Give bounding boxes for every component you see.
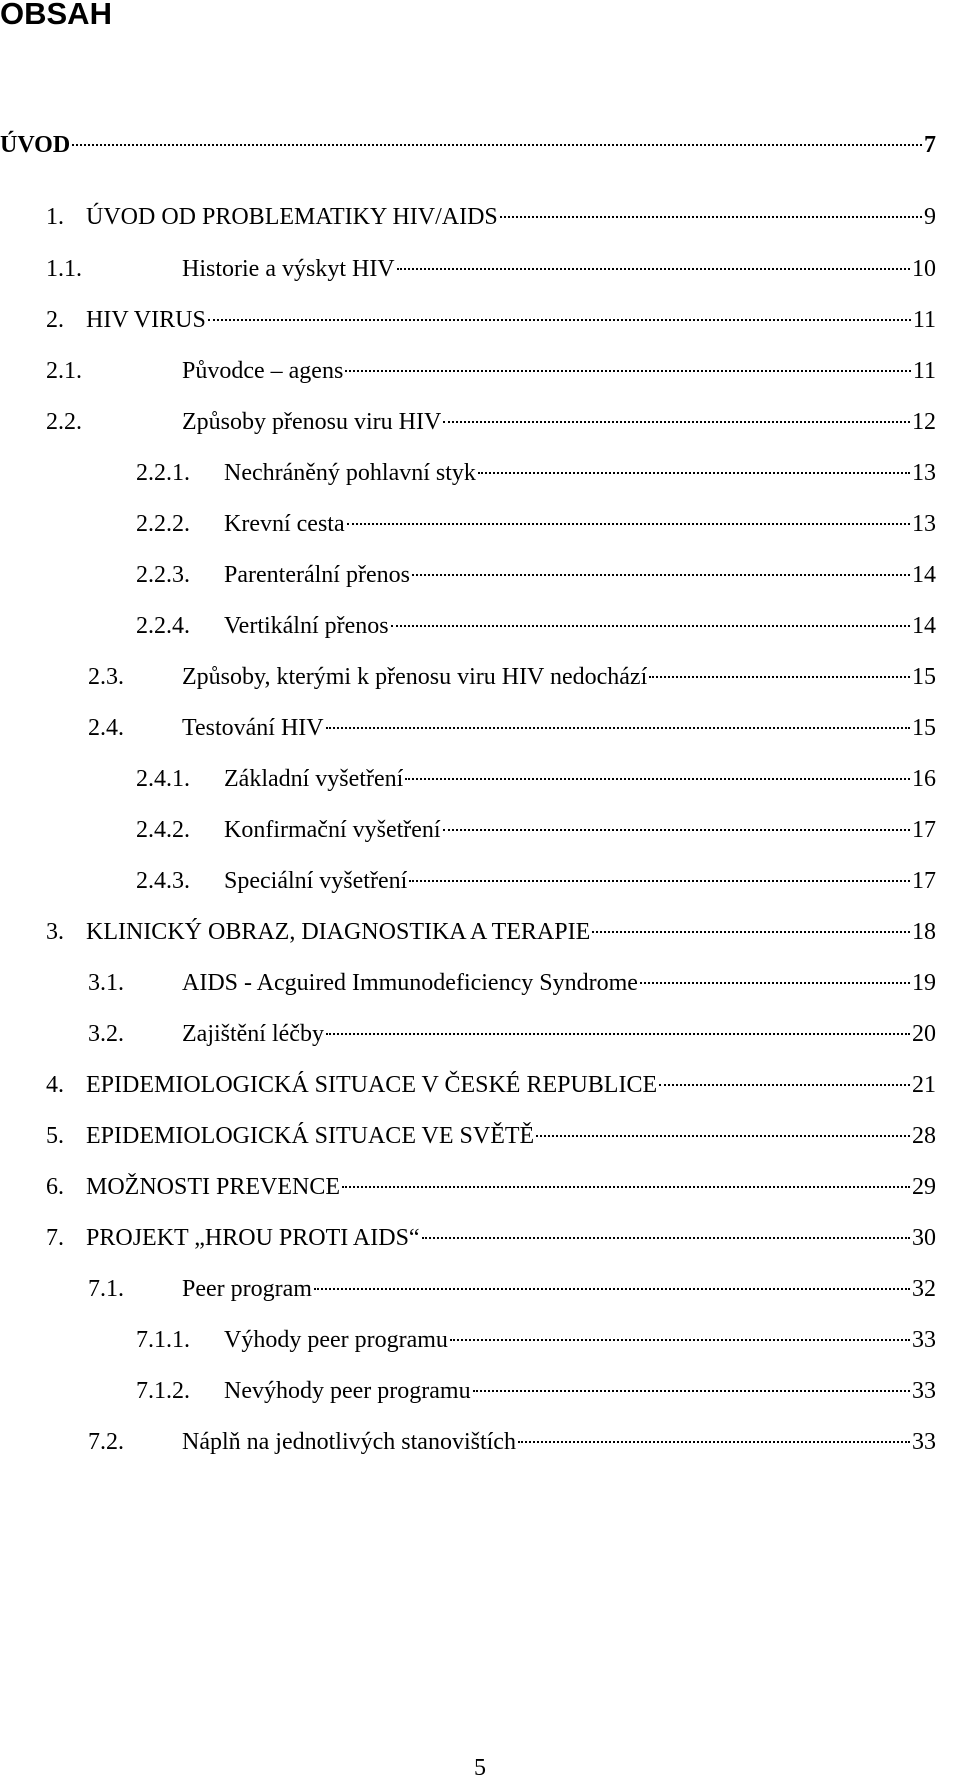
toc-entry-title: Testování HIV	[182, 715, 324, 741]
dot-leader	[409, 880, 910, 882]
toc-entry[interactable]	[136, 611, 936, 641]
dot-leader	[345, 370, 911, 372]
toc-entry[interactable]	[88, 713, 936, 743]
toc-entry-page: 17	[912, 868, 936, 894]
dot-leader	[397, 268, 910, 270]
toc-entry-number: 3.2.	[88, 1021, 124, 1047]
toc-entry[interactable]	[136, 560, 936, 590]
toc-entry[interactable]	[46, 356, 936, 386]
dot-leader	[443, 829, 910, 831]
toc-entry[interactable]	[46, 1121, 936, 1151]
dot-leader	[592, 931, 910, 933]
dot-leader	[640, 982, 910, 984]
toc-entry-page: 14	[912, 613, 936, 639]
toc-entry-page: 11	[912, 307, 936, 333]
toc-entry[interactable]	[136, 458, 936, 488]
toc-entry-title: MOŽNOSTI PREVENCE	[86, 1174, 341, 1200]
toc-entry-page: 33	[912, 1378, 936, 1404]
dot-leader	[208, 319, 911, 321]
toc-entry-title: EPIDEMIOLOGICKÁ SITUACE V ČESKÉ REPUBLICE	[86, 1072, 658, 1098]
toc-entry-page: 14	[912, 562, 936, 588]
toc-entry[interactable]	[88, 1427, 936, 1457]
toc-entry-page: 15	[912, 664, 936, 690]
toc-entry-page: 21	[912, 1072, 936, 1098]
page-title: OBSAH	[0, 0, 112, 31]
toc-entry-page: 19	[912, 970, 936, 996]
toc-entry-page: 33	[912, 1327, 936, 1353]
toc-entry-number: 6.	[46, 1174, 64, 1200]
toc-entry[interactable]	[88, 968, 936, 998]
toc-entry[interactable]	[88, 662, 936, 692]
dot-leader	[518, 1441, 910, 1443]
dot-leader	[450, 1339, 910, 1341]
toc-entry[interactable]	[136, 866, 936, 896]
toc-entry-number: 5.	[46, 1123, 64, 1149]
dot-leader	[314, 1288, 910, 1290]
toc-entry-title: Historie a výskyt HIV	[182, 256, 395, 282]
toc-entry[interactable]	[136, 815, 936, 845]
toc-entry[interactable]	[46, 1223, 936, 1253]
dot-leader	[391, 625, 910, 627]
toc-entry-number: 2.4.2.	[136, 817, 190, 843]
toc-entry-page: 9	[924, 204, 936, 230]
dot-leader	[326, 1033, 910, 1035]
dot-leader	[347, 523, 910, 525]
toc-entry-uvod[interactable]	[0, 130, 936, 160]
dot-leader	[473, 1390, 910, 1392]
toc-entry-title: Peer program	[182, 1276, 312, 1302]
toc-entry-page: 10	[912, 256, 936, 282]
toc-entry-page: 20	[912, 1021, 936, 1047]
toc-entry-number: 7.	[46, 1225, 64, 1251]
dot-leader	[405, 778, 910, 780]
toc-entry-page: 13	[912, 511, 936, 537]
toc-entry-title: Speciální vyšetření	[224, 868, 408, 894]
toc-entry-page: 16	[912, 766, 936, 792]
toc-entry[interactable]	[136, 764, 936, 794]
toc-entry-number: 2.3.	[88, 664, 124, 690]
toc-entry-number: 2.2.2.	[136, 511, 190, 537]
toc-entry-number: 1.	[46, 204, 64, 230]
toc-entry-title: KLINICKÝ OBRAZ, DIAGNOSTIKA A TERAPIE	[86, 919, 591, 945]
toc-entry-title: ÚVOD OD PROBLEMATIKY HIV/AIDS	[86, 204, 498, 230]
toc-entry-page: 30	[912, 1225, 936, 1251]
toc-entry-page: 11	[912, 358, 936, 384]
toc-entry[interactable]	[46, 1172, 936, 1202]
toc-entry[interactable]	[88, 1019, 936, 1049]
toc-entry-title: Vertikální přenos	[224, 613, 389, 639]
dot-leader	[412, 574, 910, 576]
toc-entry-page: 12	[912, 409, 936, 435]
toc-entry-title: HIV VIRUS	[86, 307, 206, 333]
toc-entry-number: 3.1.	[88, 970, 124, 996]
toc-entry-number: 2.4.1.	[136, 766, 190, 792]
dot-leader	[342, 1186, 910, 1188]
toc-entry-title: Náplň na jednotlivých stanovištích	[182, 1429, 516, 1455]
toc-entry[interactable]	[136, 1376, 936, 1406]
toc-entry-page: 28	[912, 1123, 936, 1149]
toc-entry-title: Parenterální přenos	[224, 562, 410, 588]
toc-entry-number: 7.2.	[88, 1429, 124, 1455]
toc-entry-number: 2.4.3.	[136, 868, 190, 894]
toc-entry-number: 3.	[46, 919, 64, 945]
dot-leader	[72, 144, 922, 146]
toc-entry-page: 18	[912, 919, 936, 945]
toc-entry-number: 2.1.	[46, 358, 82, 384]
toc-entry-title: Způsoby přenosu viru HIV	[182, 409, 442, 435]
toc-entry-title: PROJEKT „HROU PROTI AIDS“	[86, 1225, 420, 1251]
toc-entry-number: 7.1.1.	[136, 1327, 190, 1353]
toc-entry[interactable]	[46, 202, 936, 232]
dot-leader	[536, 1135, 910, 1137]
toc-entry-title: ÚVOD	[0, 132, 71, 158]
toc-entry-title: Zajištění léčby	[182, 1021, 324, 1047]
toc-entry-title: Způsoby, kterými k přenosu viru HIV nedochází	[182, 664, 648, 690]
toc-entry-page: 33	[912, 1429, 936, 1455]
toc-entry-page: 15	[912, 715, 936, 741]
toc-entry-number: 2.	[46, 307, 64, 333]
toc-entry-number: 2.2.4.	[136, 613, 190, 639]
dot-leader	[422, 1237, 910, 1239]
toc-entry-number: 7.1.	[88, 1276, 124, 1302]
toc-entry-title: EPIDEMIOLOGICKÁ SITUACE VE SVĚTĚ	[86, 1123, 535, 1149]
toc-entry-number: 2.2.	[46, 409, 82, 435]
dot-leader	[443, 421, 910, 423]
toc-entry[interactable]	[46, 407, 936, 437]
toc-entry-page: 29	[912, 1174, 936, 1200]
toc-entry[interactable]	[88, 1274, 936, 1304]
toc-entry-title: Výhody peer programu	[224, 1327, 448, 1353]
toc-entry[interactable]	[46, 305, 936, 335]
toc-entry-number: 4.	[46, 1072, 64, 1098]
toc-entry-title: Konfirmační vyšetření	[224, 817, 441, 843]
toc-entry-page: 17	[912, 817, 936, 843]
toc-entry-number: 2.2.3.	[136, 562, 190, 588]
toc-entry[interactable]	[46, 917, 936, 947]
toc-entry[interactable]	[46, 254, 936, 284]
dot-leader	[478, 472, 910, 474]
dot-leader	[326, 727, 910, 729]
toc-entry-number: 2.2.1.	[136, 460, 190, 486]
toc-entry[interactable]	[136, 509, 936, 539]
toc-entry-title: Krevní cesta	[224, 511, 345, 537]
toc-entry-page: 7	[924, 132, 936, 158]
toc-entry-title: Nechráněný pohlavní styk	[224, 460, 476, 486]
toc-entry-number: 2.4.	[88, 715, 124, 741]
toc-entry-page: 13	[912, 460, 936, 486]
dot-leader	[659, 1084, 910, 1086]
toc-entry-title: Původce – agens	[182, 358, 344, 384]
toc-entry-title: Základní vyšetření	[224, 766, 404, 792]
page-number: 5	[474, 1755, 486, 1781]
toc-entry-number: 1.1.	[46, 256, 82, 282]
toc-entry-title: AIDS - Acguired Immunodeficiency Syndrome	[182, 970, 638, 996]
toc-entry-page: 32	[912, 1276, 936, 1302]
dot-leader	[500, 216, 922, 218]
toc-entry[interactable]	[46, 1070, 936, 1100]
toc-entry-title: Nevýhody peer programu	[224, 1378, 471, 1404]
toc-entry[interactable]	[136, 1325, 936, 1355]
toc-entry-number: 7.1.2.	[136, 1378, 190, 1404]
dot-leader	[649, 676, 910, 678]
